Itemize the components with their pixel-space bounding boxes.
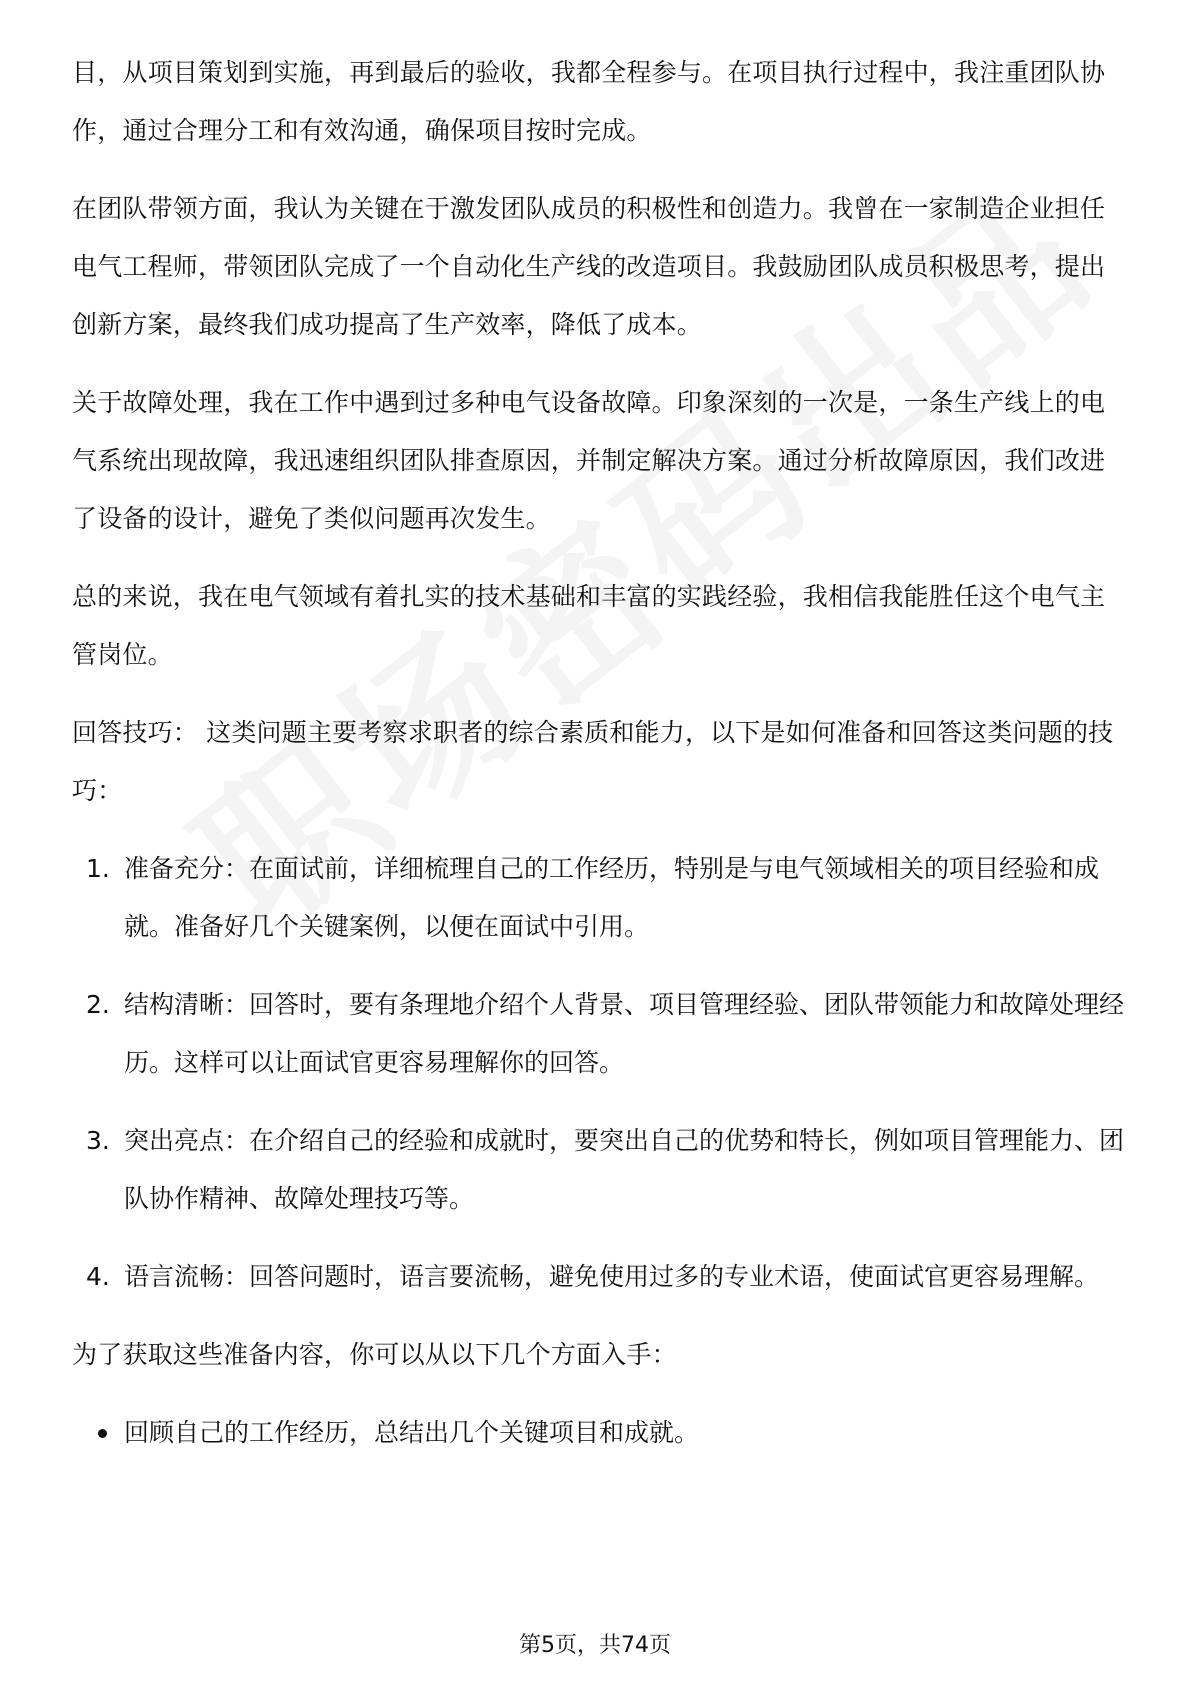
paragraph-answer-tips: 回答技巧： 这类问题主要考察求职者的综合素质和能力，以下是如何准备和回答这类问题的技巧： bbox=[72, 718, 1114, 805]
list-number: 3. bbox=[86, 1126, 110, 1155]
preparation-bullet-list bbox=[72, 1404, 1124, 1462]
bullet-dot-icon bbox=[98, 1429, 107, 1438]
list-number: 4. bbox=[86, 1262, 110, 1291]
list-item bbox=[72, 1248, 1124, 1306]
paragraph-fault-handling: 关于故障处理，我在工作中遇到过多种电气设备故障。印象深刻的一次是，一条生产线上的电气系统出现故障，我迅速组织团队排查原因，并制定解决方案。通过分析故障原因，我们改进了设备的设计，避免了类似问题再次发生。 bbox=[72, 388, 1106, 533]
document-body bbox=[72, 44, 1124, 1462]
paragraph-preparation-sources: 为了获取这些准备内容，你可以从以下几个方面入手： bbox=[72, 1340, 677, 1369]
list-item bbox=[72, 1112, 1124, 1228]
paragraph-team-leadership: 在团队带领方面，我认为关键在于激发团队成员的积极性和创造力。我曾在一家制造企业担任电气工程师，带领团队完成了一个自动化生产线的改造项目。我鼓励团队成员积极思考，提出创新方案，最终我们成功提高了生产效率，降低了成本。 bbox=[72, 194, 1106, 339]
page-number-footer: 第5页，共74页 bbox=[519, 1633, 671, 1658]
list-item-text: 结构清晰：回答时，要有条理地介绍个人背景、项目管理经验、团队带领能力和故障处理经历。这样可以让面试官更容易理解你的回答。 bbox=[124, 990, 1125, 1077]
bullet-item bbox=[72, 1404, 1124, 1462]
list-item-text: 准备充分：在面试前，详细梳理自己的工作经历，特别是与电气领域相关的项目经验和成就。准备好几个关键案例，以便在面试中引用。 bbox=[124, 854, 1100, 941]
list-item-text: 突出亮点：在介绍自己的经验和成就时，要突出自己的优势和特长，例如项目管理能力、团队协作精神、故障处理技巧等。 bbox=[124, 1126, 1125, 1213]
list-item-text: 语言流畅：回答问题时，语言要流畅，避免使用过多的专业术语，使面试官更容易理解。 bbox=[124, 1262, 1100, 1291]
list-item bbox=[72, 976, 1124, 1092]
tips-ordered-list bbox=[72, 840, 1124, 1306]
list-item bbox=[72, 840, 1124, 956]
list-number: 1. bbox=[86, 854, 110, 883]
list-number: 2. bbox=[86, 990, 110, 1019]
paragraph-summary: 总的来说，我在电气领域有着扎实的技术基础和丰富的实践经验，我相信我能胜任这个电气主管岗位。 bbox=[72, 582, 1106, 669]
bullet-item-text: 回顾自己的工作经历，总结出几个关键项目和成就。 bbox=[124, 1418, 700, 1447]
paragraph-project-experience: 目，从项目策划到实施，再到最后的验收，我都全程参与。在项目执行过程中，我注重团队协作，通过合理分工和有效沟通，确保项目按时完成。 bbox=[72, 58, 1106, 145]
